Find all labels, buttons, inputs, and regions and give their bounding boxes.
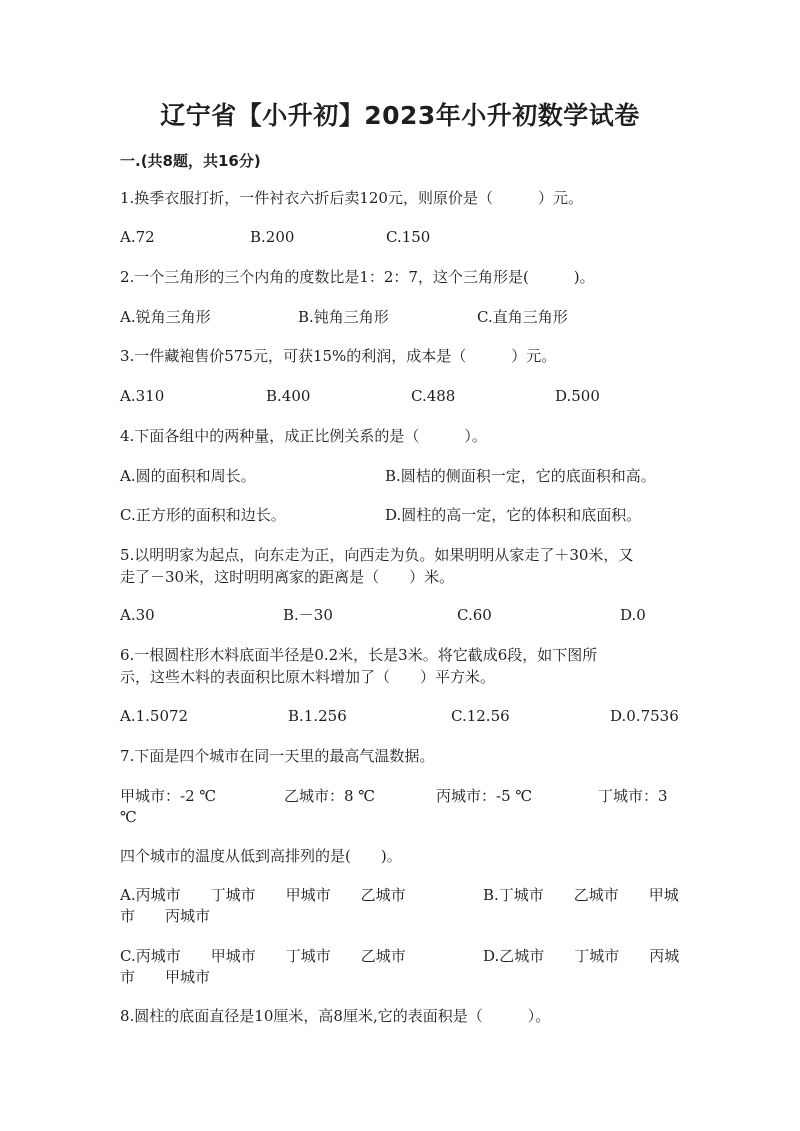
question-2-option-c: C.直角三角形 [477, 308, 568, 326]
question-2-option-a: A.锐角三角形 [120, 308, 211, 326]
question-7-stem: 7.下面是四个城市在同一天里的最高气温数据。 [120, 747, 435, 765]
question-3-stem: 3.一件藏袍售价575元，可获15%的利润，成本是（ ）元。 [120, 347, 557, 365]
question-5-option-a: A.30 [120, 606, 155, 624]
question-8-stem: 8.圆柱的底面直径是10厘米，高8厘米,它的表面积是（ ）。 [120, 1007, 551, 1025]
section-heading: 一.(共8题，共16分) [120, 152, 261, 170]
question-5-option-c: C.60 [457, 606, 492, 624]
question-4-option-c: C.正方形的面积和边长。 [120, 506, 286, 524]
question-4-option-d: D.圆柱的高一定，它的体积和底面积。 [385, 506, 642, 524]
question-1-stem: 1.换季衣服打折，一件衬衣六折后卖120元，则原价是（ ）元。 [120, 189, 583, 207]
question-7-option-a: A.丙城市 丁城市 甲城市 乙城市 [120, 886, 406, 904]
question-3-option-b: B.400 [266, 387, 311, 405]
question-7-option-d: D.乙城市 丁城市 丙城 [483, 947, 680, 965]
question-5-option-d: D.0 [620, 606, 646, 624]
question-6-option-d: D.0.7536 [610, 707, 679, 725]
question-4-stem: 4.下面各组中的两种量，成正比例关系的是（ ）。 [120, 427, 487, 445]
question-5-option-b: B.－30 [283, 606, 333, 624]
question-5-stem-line-2: 走了－30米，这时明明离家的距离是（ ）米。 [120, 568, 455, 586]
question-1-option-a: A.72 [120, 228, 155, 246]
question-7-temp-ding: 丁城市：3 [598, 787, 668, 805]
question-3-option-d: D.500 [555, 387, 600, 405]
question-7-temp-bing: 丙城市：-5 ℃ [436, 787, 533, 805]
question-3-option-c: C.488 [411, 387, 456, 405]
page-title: 辽宁省【小升初】2023年小升初数学试卷 [160, 101, 640, 130]
question-4-option-a: A.圆的面积和周长。 [120, 467, 256, 485]
question-1-option-c: C.150 [386, 228, 431, 246]
question-1-option-b: B.200 [250, 228, 295, 246]
question-6-option-c: C.12.56 [451, 707, 510, 725]
question-6-option-a: A.1.5072 [120, 707, 189, 725]
question-5-stem-line-1: 5.以明明家为起点，向东走为正，向西走为负。如果明明从家走了＋30米，又 [120, 546, 634, 564]
question-7-option-d-wrap: 市 甲城市 [120, 968, 211, 986]
question-7-prompt: 四个城市的温度从低到高排列的是( )。 [120, 847, 402, 865]
question-7-option-c: C.丙城市 甲城市 丁城市 乙城市 [120, 947, 406, 965]
question-7-temp-ding-unit: ℃ [120, 808, 137, 826]
question-7-option-b: B.丁城市 乙城市 甲城 [483, 886, 679, 904]
question-4-option-b: B.圆桔的侧面积一定，它的底面积和高。 [385, 467, 656, 485]
question-6-option-b: B.1.256 [288, 707, 347, 725]
question-2-option-b: B.钝角三角形 [298, 308, 389, 326]
question-6-stem-line-1: 6.一根圆柱形木料底面半径是0.2米，长是3米。将它截成6段，如下图所 [120, 646, 598, 664]
question-7-temp-yi: 乙城市：8 ℃ [284, 787, 376, 805]
question-3-option-a: A.310 [120, 387, 165, 405]
question-7-option-b-wrap: 市 丙城市 [120, 907, 211, 925]
question-2-stem: 2.一个三角形的三个内角的度数比是1：2：7，这个三角形是( )。 [120, 268, 595, 286]
question-6-stem-line-2: 示，这些木料的表面积比原木料增加了（ ）平方米。 [120, 668, 496, 686]
question-7-temp-jia: 甲城市：-2 ℃ [120, 787, 217, 805]
